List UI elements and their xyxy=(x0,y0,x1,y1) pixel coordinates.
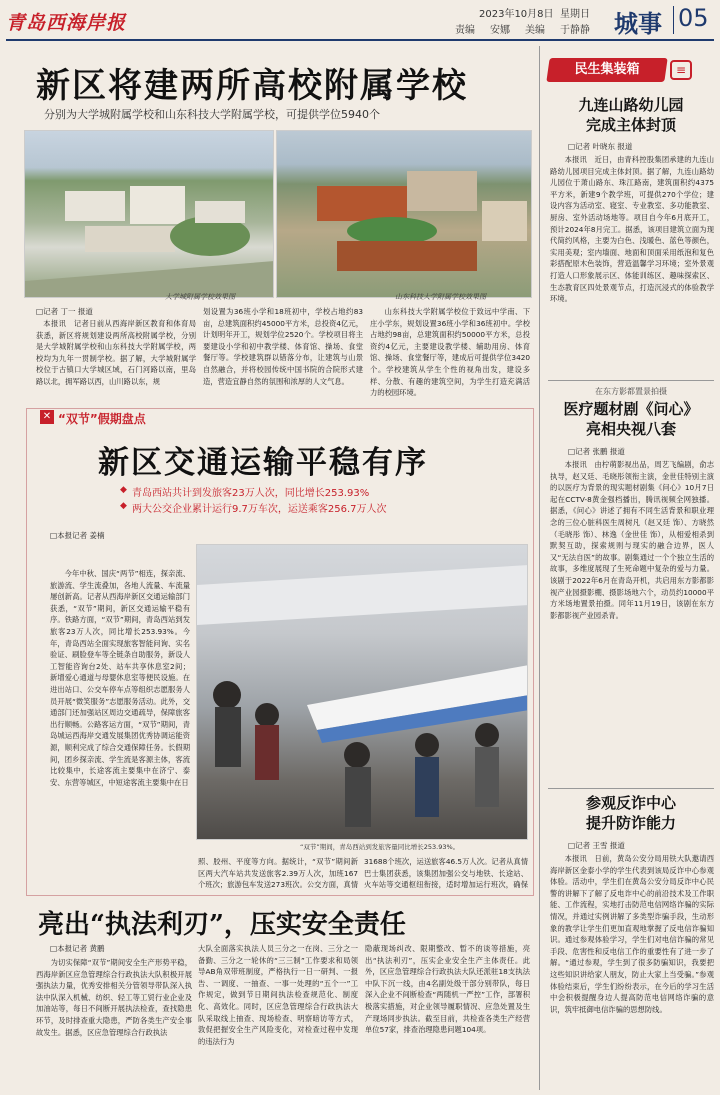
sidebar-story-2-kicker: 在东方影都置景拍摄 xyxy=(595,387,667,396)
enforcement-headline: 亮出“执法利刃”，压实安全责任 xyxy=(38,910,406,940)
section-divider xyxy=(673,6,674,34)
traffic-column-1: 今年中秋、国庆“两节”相连，探亲流、旅游流、学生流叠加，各地人流量、车流量屡创新高。记者从西海岸新区交通运输部门获悉，“双节”期间，新区交通运输平稳有序。铁路方面，“双节”期间，青岛西站到发旅客23万人次，同比增长253.93%。今年，青岛西站全面实现旅客智能问询、实名验证、刷脸登车等全链条自助服务，新设人工智能咨询台2处、站车共享休息室2间；新增爱心通道与母婴休息室等便民设施。在进出站口、公交车停车点等组织志愿服务人员开展“微笑服务”志愿服务活动。此外，交通部门还加强站区周边交通疏导，保障旅客出行顺畅。公路客运方面，“双节”期间，青岛城运西海岸交通发展集团优秀协调运能资源，顺利完成了综合交通保障任务。长假期间，团乡探亲流、学生流是客源主体，客流比较集中，长途客流主要集中在济宁、泰安、东营等城区，中短途客流主要集中在日 xyxy=(50,569,190,787)
traffic-headline: 新区交通运输平稳有序 xyxy=(98,445,428,481)
photo-qingdao-west-station xyxy=(196,544,528,840)
lead-headline: 新区将建两所高校附属学校 xyxy=(36,66,468,106)
sidebar-story-1-title-2: 完成主体封顶 xyxy=(585,116,676,134)
issue-date: 2023年10月8日 xyxy=(479,9,554,20)
lead-byline: □记者 丁一 报道 xyxy=(36,307,93,316)
editor-label-2: 美编 xyxy=(525,25,545,36)
sidebar-story-1-body: 本报讯 近日，由青科控股集团承建的九连山路幼儿园项目完成主体封顶。据了解，九连山路幼儿园位于萧山路东、珠江路南，建筑面积约4375平方米，新建9个教学班，可提供270个学位；建设内容为活动室、寝室、专业教室、多功能教室、厨房、室外活动场地等。项目自今年6月底开工，预计2024年8月完工。据悉，该项目建筑立面为现代简约风格，主要为白色、浅暖色、蓝色等颜色，实用美观；室内墙面、地面和顶面采用纸泡和复色彩搭配原木色装饰，营造温馨学习环境；室外景观打造人口形象展示区、体能训练区、趣味探索区、生态教育区四处景观节点，打造沉浸式的体验教学环境。 xyxy=(550,155,714,304)
sidebar-story-3-byline: □记者 王雪 报道 xyxy=(568,841,625,850)
page-number: 05 xyxy=(678,4,709,32)
kicker-badge-icon: ✕ xyxy=(40,410,54,424)
enforcement-column-1: 为切实保障“双节”期间安全生产形势平稳，西海岸新区应急管理综合行政执法大队积极开展强执法力量，优秀安排相关分管领导带队深入执法中队深入机械、纺织、轻工等工贸行业企业及加油站等，每日不间断开展执法检查，查找隐患环节，及时排查重大隐患，严防各类生产安全事故发生。据悉，区应急管理综合行政执法 xyxy=(36,958,192,1037)
sidebar-rule-1 xyxy=(548,380,714,381)
sidebar-story-2-title-2: 亮相央视八套 xyxy=(585,420,676,438)
sidebar-story-2-byline: □记者 张鹏 报道 xyxy=(568,447,625,456)
traffic-column-3: 31688个班次，运送旅客46.5万人次。记者从真情巴士集团获悉，该集团加强公交与地铁、长途站、火车站等交通枢纽衔接，适时增加运行班次，确保 xyxy=(364,857,528,890)
bullet-diamond-icon: ◆ xyxy=(120,485,127,495)
masthead-rule xyxy=(6,39,714,41)
issue-weekday: 星期日 xyxy=(560,9,590,20)
traffic-bullet-2: 两大公交企业累计运行9.7万车次，运送乘客256.7万人次 xyxy=(132,504,387,515)
sidebar-story-2-body: 本报讯 由柠萌影视出品，周艺飞编剧，俞志执导，赵又廷、毛晓彤领衔主演，金世佳特别主演的以医疗为背景的现实题材剧集《问心》10月7日起在CCTV-8黄金强档播出，腾讯视频全网独播。据悉，《问心》讲述了拥有不同生活背景和职业理念的三位心脏科医生周树凡（赵又廷 饰）、方晓然（毛晓彤 饰）、林逸（金世佳 饰），从相爱相杀到默契互助，探索规则与现实的融合边界，医人又“无法自医”的故事。剧集通过一个个独立生活的故事，多维度展现了生死命题中复杂的爱与力量。该剧于2022年6月在青岛开机，共启用东方影都影视产业园摄影棚、摄影场地六个，动员约10000平方米场地置景拍摄。同年11月19日，该剧在东方影都影视产业园杀青。 xyxy=(550,460,714,620)
lead-column-1: 本报讯 记者日前从西海岸新区教育和体育局获悉，新区将规划建设两所高校附属学校，分别是大学城附属学校和山东科技大学附属学校，两校均为九年一贯制学校。据了解，大学城附属学校位于古镇口大学城区域，石门河路以南，里岛路以北，拥军路以西，山川路以东，规 xyxy=(36,319,196,386)
rendering-shandong-keda-school xyxy=(276,130,532,298)
newspaper-logo: 青岛西海岸报 xyxy=(6,12,127,34)
sidebar-story-3-title-2: 提升防诈能力 xyxy=(585,814,676,832)
editor-label-1: 责编 xyxy=(455,25,475,36)
sidebar-divider xyxy=(539,46,540,1090)
rendering-university-town-school xyxy=(24,130,274,298)
section-name: 城事 xyxy=(614,9,662,38)
sidebar-story-2-title-1: 医疗题材剧《问心》 xyxy=(563,400,699,418)
traffic-byline: □本报记者 姜楠 xyxy=(50,531,105,540)
caption-shandong-keda-school: 山东科技大学附属学校效果图 xyxy=(395,293,486,301)
traffic-column-2: 照、胶州、平度等方向。据统计，“双节”期间新区两大汽车站共发送旅客2.39万人次，加班167个班次；旅游包车发送273班次。公交方面，真情 xyxy=(198,857,358,890)
caption-university-town-school: 大学城附属学校效果图 xyxy=(165,293,235,301)
enforcement-column-2: 大队全面落实执法人员三分之一在岗、三分之一备勤、三分之一轮休的“三三制”工作要求和局领导AB角双带班制度，严格执行一日一研判、一报告、一调度、一抽查、一事一处理的“五个一”工作规定，做到节日期间执法检查规范化、制度化、高效化。同时，区应急管理综合行政执法大队采取线上抽查、现场检查、明察暗访等方式，敦促把握安全生产风险变化，对检查过程中发现的违法行为 xyxy=(198,944,358,1046)
sidebar-header-label: 民生集装箱 xyxy=(574,62,640,77)
lead-column-3: 山东科技大学附属学校位于致远中学南、下庄小学东，规划设置36班小学和36班初中。学校占地约98亩，总建筑面积约50000平方米，总投资约4亿元，主要建设教学楼、辅助用房、体育馆、操场、食堂餐厅等，建成后可提供学位3420个。学校建筑从学生个性的视角出发，建设多样、分散、有趣的建筑空间，为学生打造充满活力的校园环境。 xyxy=(370,307,530,398)
enforcement-byline: □本报记者 黄鹏 xyxy=(50,944,105,953)
traffic-bullet-1: 青岛西站共计到发旅客23万人次，同比增长253.93% xyxy=(132,488,370,499)
sidebar-story-1-title-1: 九连山路幼儿园 xyxy=(578,96,684,114)
lead-column-2: 划设置为36班小学和18班初中，学校占地约83亩，总建筑面积约45000平方米，总投资4亿元，计划明年开工，规划学位2520个。学校项目将主要建设小学和初中教学楼、体育馆、操场、食堂餐厅等。学校建筑群以错落分布，让建筑与山景自然融合，并将校园传统中国书院的合院形式建造，营造宜静自然的氛围和浓厚的人文气息。 xyxy=(203,307,363,386)
enforcement-column-3: 隐蔽现场纠改、限期整改、暂不的谈等措施，亮出“执法利刃”，压实企业安全生产主体责任。此外，区应急管理综合行政执法大队还派驻18支执法中队下沉一线，由4名副处级干部分别带队，每日深入企业不间断检查“两随机一严控”工作，部署积极落实措施，对企业领导履职情况、应急处置及生产现场同步执法。截至目前，共检查各类生产经营单位57家，排查治理隐患问题104项。 xyxy=(365,944,530,1035)
sidebar-story-3-title-1: 参观反诈中心 xyxy=(585,794,676,812)
bullet-diamond-icon: ◆ xyxy=(120,501,127,511)
masthead xyxy=(0,0,720,40)
sidebar-story-3-body: 本报讯 日前，黄岛公安分局用铁大队邀请西海岸新区金泰小学的学生代表到该局反诈中心参观体验。活动中，学生们在黄岛公安分局反诈中心民警的讲解下了解了反电诈中心的前沿技术及工作职能、工作流程，实地打击防范电信网络诈骗的实际情况，并通过实例讲解了多类型诈骗手段，生动形象的教学让学生们更加直观地掌握了反电信诈骗知识。通过参观体验学习，学生们对电信诈骗的常见手段、危害性和反电信工作的重要性有了进一步了解。“通过参观，学生到了很多防骗知识，我要把这些知识讲给家人朋友，防止大家上当受骗。”参观体验结束后，学生们纷纷表示，在今后的学习生活中会积极提醒身边人提高防范电信网络诈骗的意识，筑牢抵御电信诈骗的思想防线。 xyxy=(550,854,714,1014)
sidebar-rule-2 xyxy=(548,788,714,789)
traffic-photo-caption: “双节”期间，青岛西站到发旅客量同比增长253.93%。 xyxy=(300,843,460,851)
sidebar-story-1-byline: □记者 叶晓东 报道 xyxy=(568,142,633,151)
designer-name: 于静静 xyxy=(560,25,590,36)
editor-name: 安娜 xyxy=(490,25,510,36)
traffic-kicker: “双节”假期盘点 xyxy=(58,412,146,426)
sidebar-header-icon: ≡ xyxy=(670,60,692,80)
lead-subtitle: 分别为大学城附属学校和山东科技大学附属学校，可提供学位5940个 xyxy=(44,108,380,121)
sidebar-header xyxy=(546,58,667,82)
